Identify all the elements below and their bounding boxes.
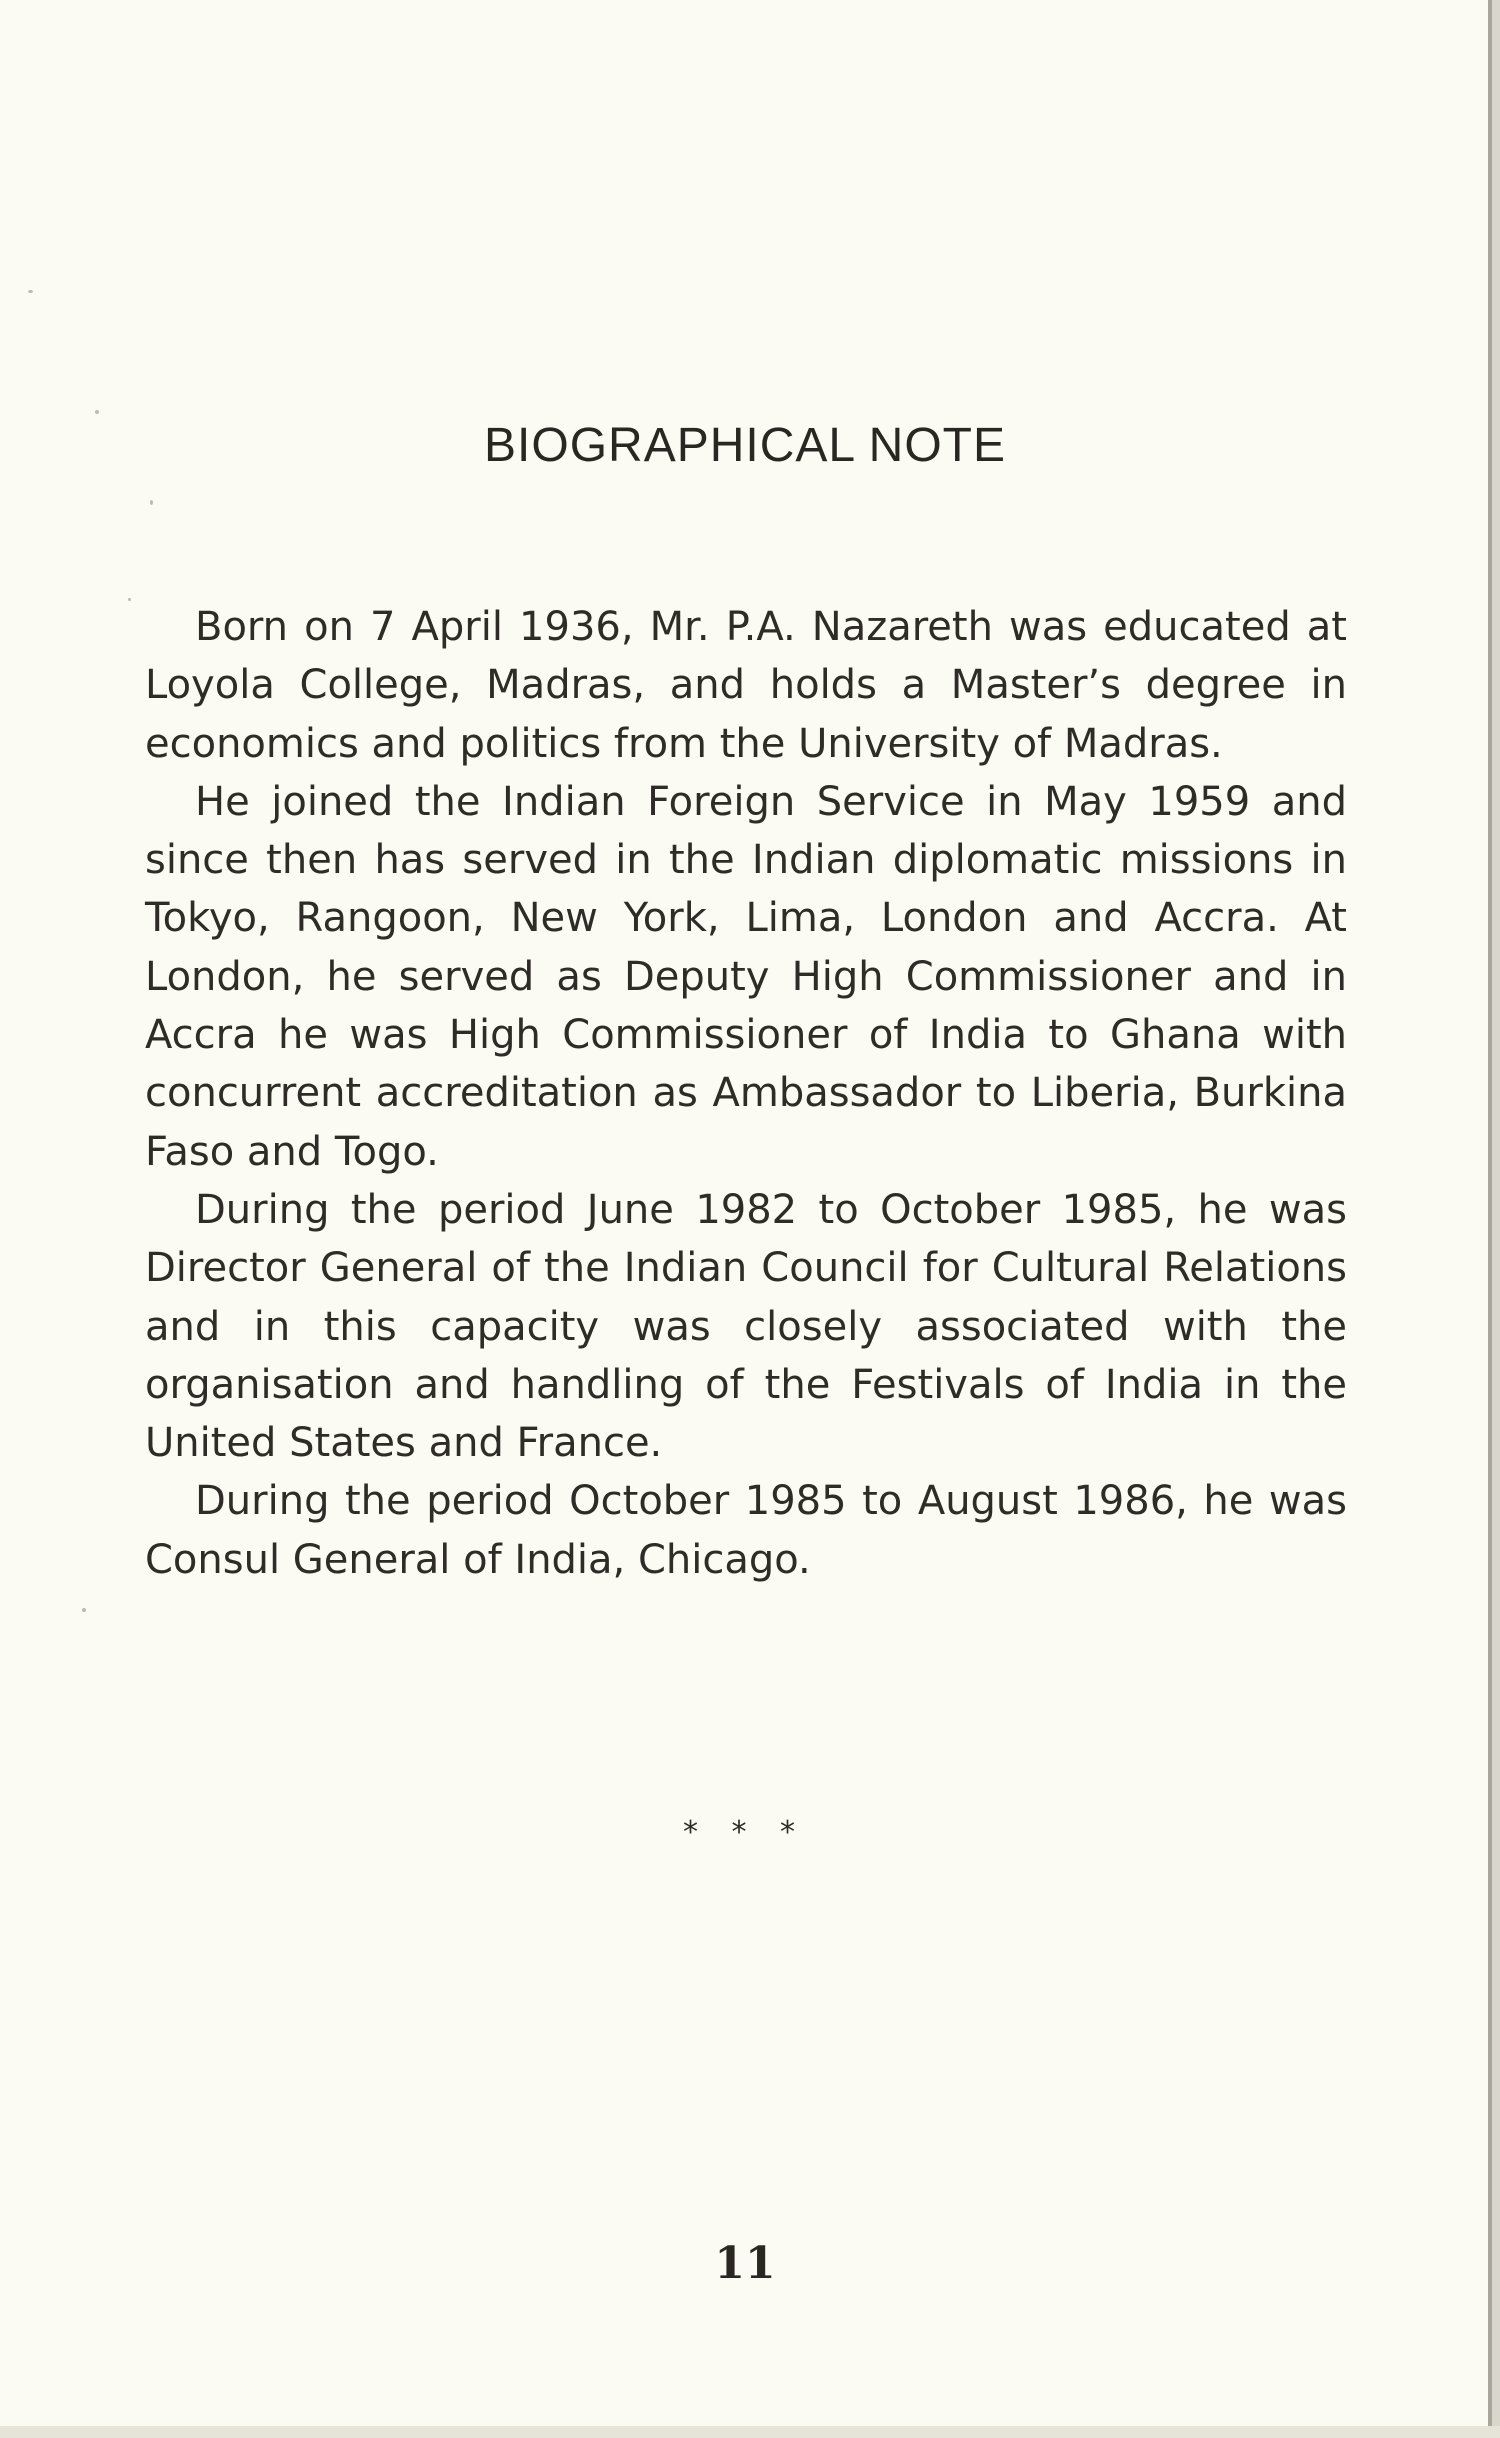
paper-speck bbox=[28, 290, 33, 293]
paper-speck bbox=[82, 1608, 86, 1612]
paper-speck bbox=[128, 598, 131, 601]
paper-speck bbox=[150, 500, 153, 505]
paragraph-1: Born on 7 April 1936, Mr. P.A. Nazareth was educated at Loyola College, Madras, and holds a Master’s degree in economics and politics from the University of Madras. bbox=[145, 604, 1347, 767]
page-title: BIOGRAPHICAL NOTE bbox=[484, 419, 1006, 472]
page-bottom-edge bbox=[0, 2426, 1500, 2438]
paragraph-3: During the period June 1982 to October 1985, he was Director General of the Indian Council for Cultural Relations and in this capacity was closely associated with the organisation and handling of the Festivals of India in the United States and France. bbox=[145, 1186, 1347, 1467]
page-number: 11 bbox=[714, 2238, 776, 2289]
page-edge bbox=[1488, 0, 1492, 2438]
section-separator: * * * bbox=[682, 1815, 808, 1850]
paper-speck bbox=[95, 410, 99, 414]
body-text bbox=[145, 598, 1347, 1589]
paragraph-4: During the period October 1985 to August 1986, he was Consul General of India, Chicago. bbox=[145, 1478, 1347, 1583]
paragraph-2: He joined the Indian Foreign Service in May 1959 and since then has served in the Indian diplomatic missions in Tokyo, Rangoon, New York, Lima, London and Accra. At London, he served as Deputy High Commissioner and in Accra he was High Commissioner of India to Ghana with concurrent accreditation as Ambassador to Liberia, Burkina Faso and Togo. bbox=[145, 778, 1347, 1175]
